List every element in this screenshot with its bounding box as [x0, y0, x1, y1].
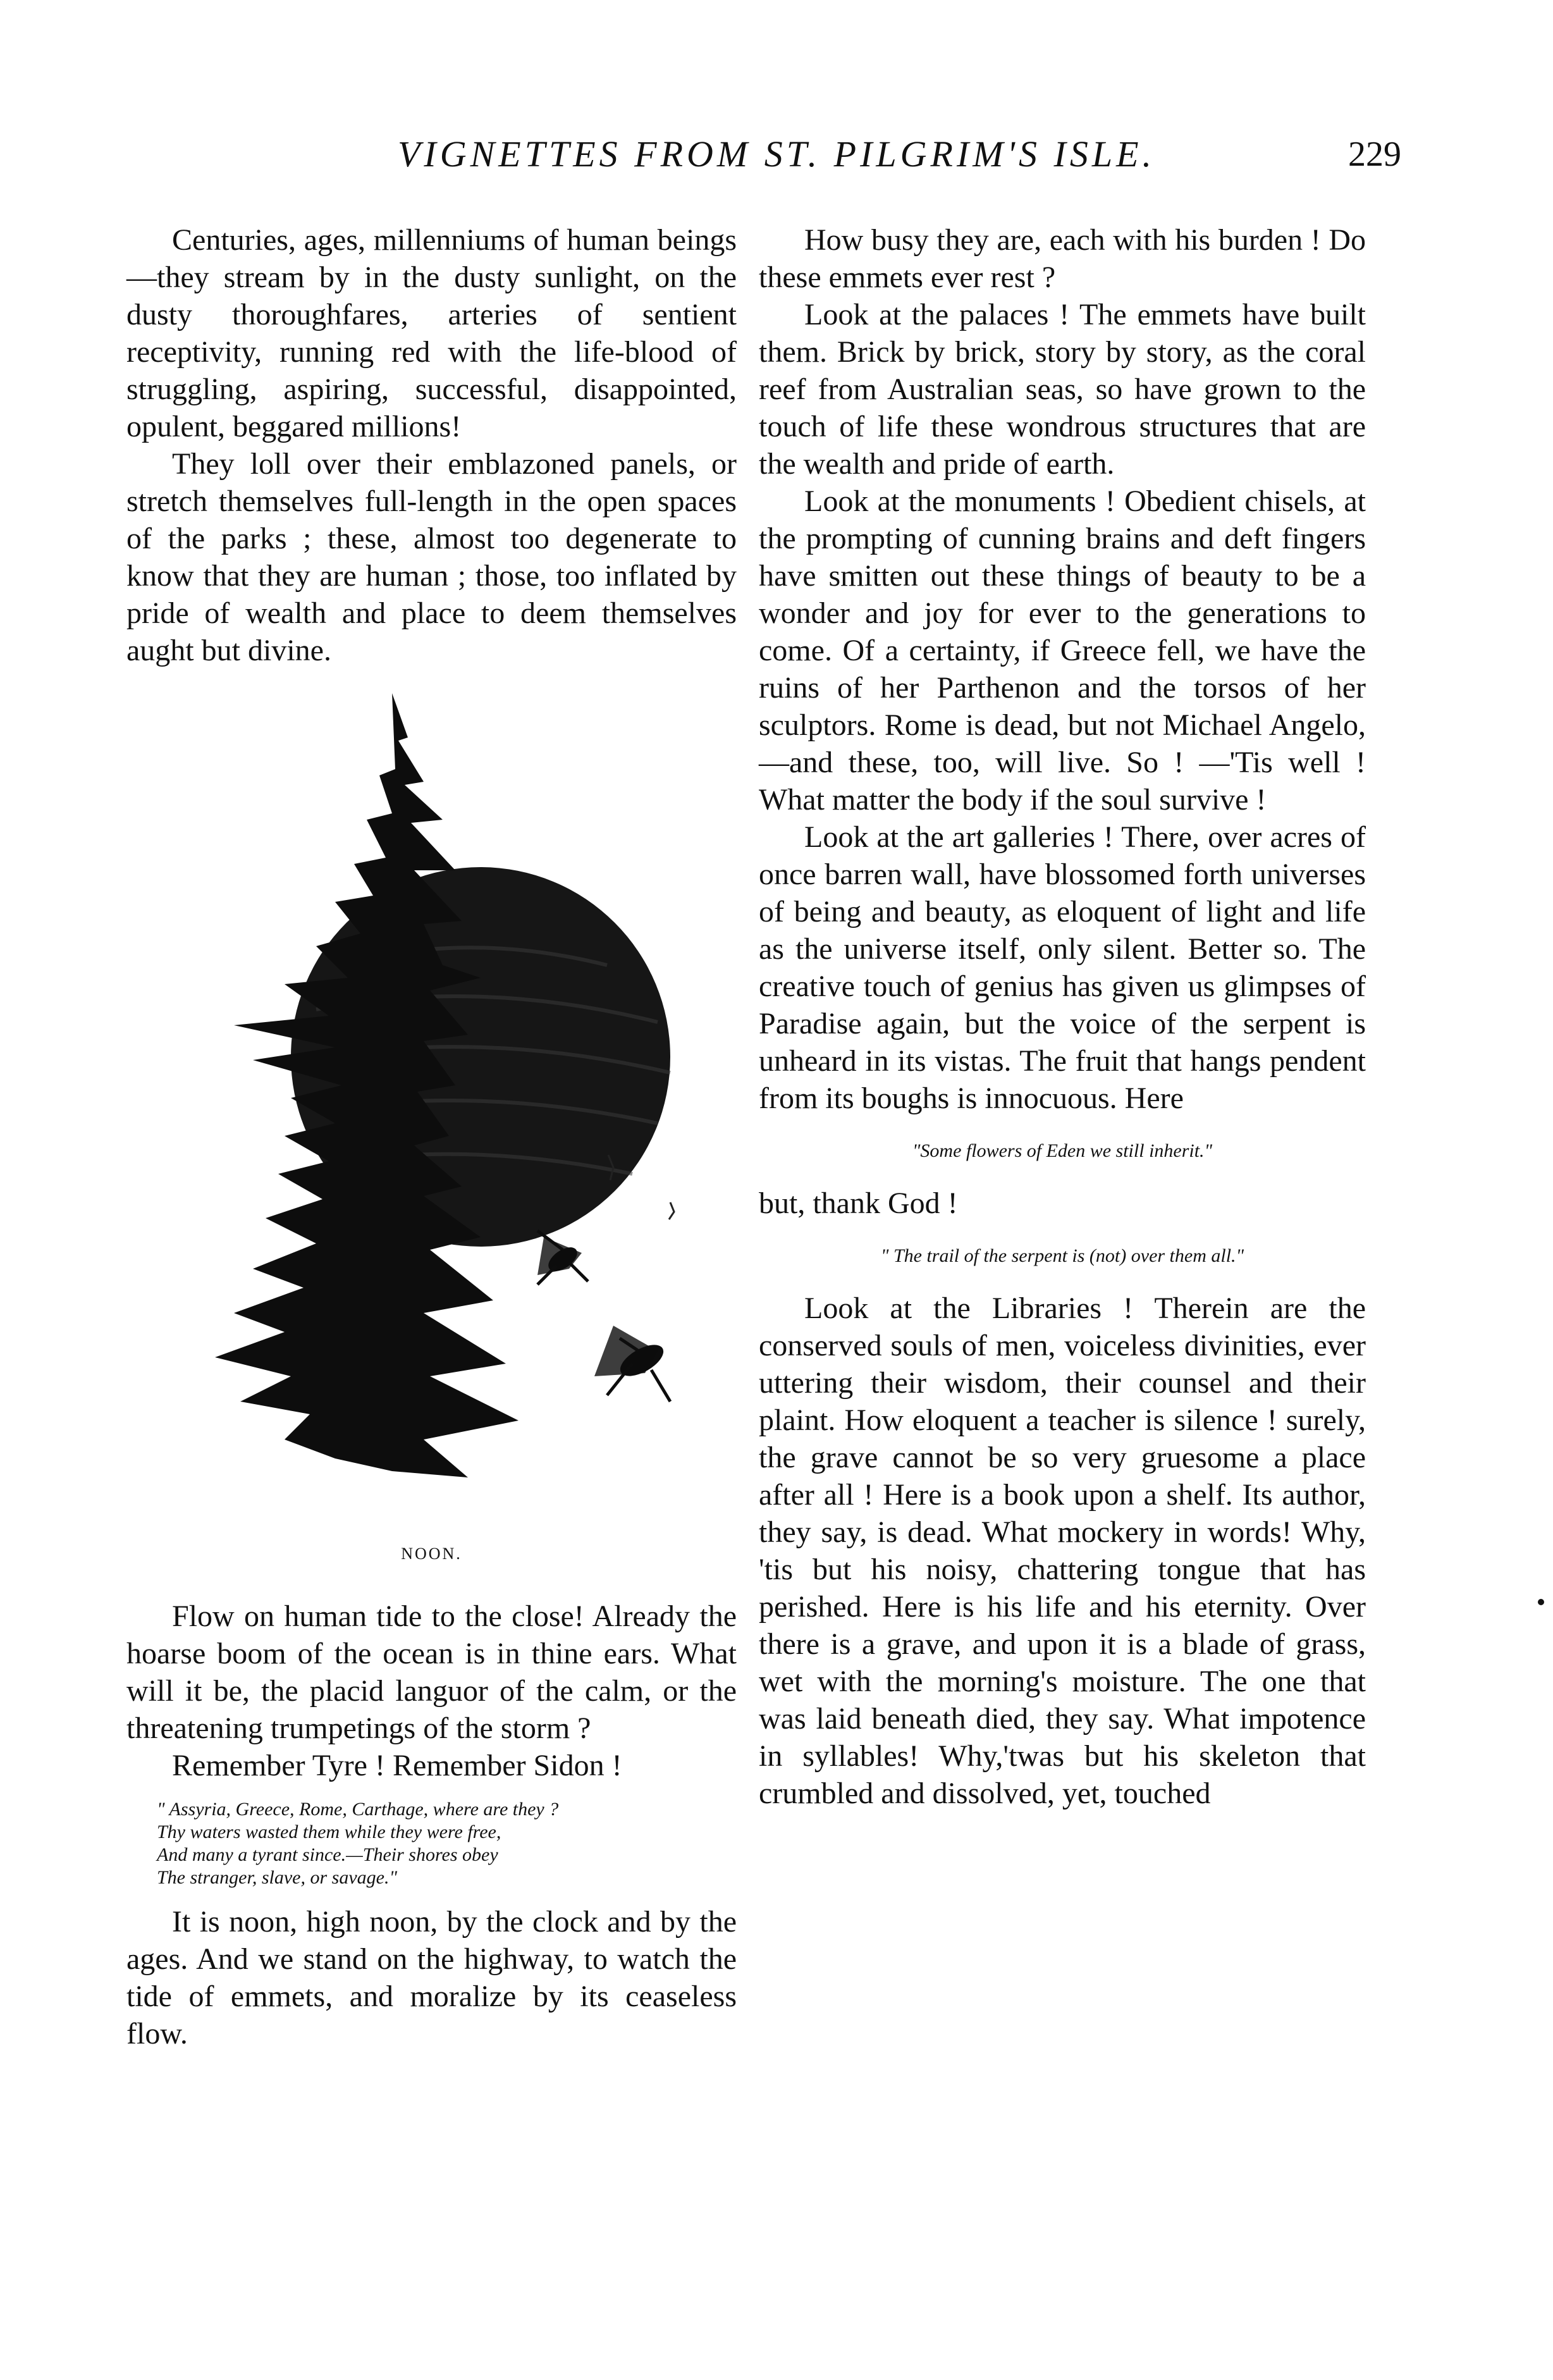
figure-caption: NOON. [401, 1545, 462, 1563]
paragraph: It is noon, high noon, by the clock and by the ages. And we stand on the highway, to watch the tide of emmets, and moralize by its ceaseless flow. [126, 1905, 737, 2050]
paragraph: Remember Tyre ! Remember Sidon ! [172, 1749, 622, 1782]
quotation: " The trail of the serpent is (not) over them all." [880, 1245, 1244, 1266]
paragraph: Look at the monuments ! Obedient chisels, at the prompting of cunning brains and deft fingers have smitten out these things of beauty to be a wonder and joy for ever to the generations to come. Of a certainty, if Greece fell, we have the ruins of her Parthenon and the torsos of her sculptors. Rome is dead, but not Michael Angelo,—and these, too, will live. So ! —'Tis well ! What matter the body if the soul survive ! [759, 484, 1366, 817]
paragraph: Look at the Libraries ! Therein are the conserved souls of men, voiceless divinities, ever uttering their wisdom, their counsel and their plaint. How eloquent a teacher is silence ! surely, the grave cannot be so very gruesome a place after all ! Here is a book upon a shelf. Its author, they say, is dead. What mockery in words! Why, 'tis but his noisy, chattering tongue that has perished. Here is his life and his eternity. Over there is a grave, and upon it is a blade of grass, wet with the morning's moisture. The one that was laid beneath died, they say. What impotence in syllables! Why,'twas but his skeleton that crumbled and dissolved, yet, touched [759, 1292, 1366, 1810]
poem-quotation: " Assyria, Greece, Rome, Carthage, where are they ? Thy waters wasted them while they were free, And many a tyrant since.—Their shores obey The stranger, slave, or savage." [157, 1799, 559, 1888]
paragraph: How busy they are, each with his burden ! Do these emmets ever rest ? [759, 223, 1366, 294]
paragraph: They loll over their emblazoned panels, or stretch themselves full-length in the open spaces of the parks ; these, almost too degenerate to know that they are human ; those, too inflated by pride of wealth and place to deem themselves aught but divine. [126, 447, 737, 667]
paragraph: Flow on human tide to the close! Already the hoarse boom of the ocean is in thine ears. What will it be, the placid languor of the calm, or the threatening trumpetings of the storm ? [126, 1600, 737, 1745]
right-column [759, 221, 1366, 1812]
paragraph: Centuries, ages, millenniums of human beings—they stream by in the dusty sunlight, on the dusty thoroughfares, arteries of sentient receptivity, running red with the life-blood of struggling, aspiring, successful, disappointed, opulent, beggared millions! [126, 223, 737, 443]
paragraph: Look at the art galleries ! There, over acres of once barren wall, have blossomed forth universes of being and beauty, as eloquent of light and life as the universe itself, only silent. Better so. The creative touch of genius has given us glimpses of Paradise again, but the voice of the serpent is unheard in its vistas. The fruit that hangs pendent from its boughs is innocuous. Here [759, 820, 1366, 1115]
margin-mark [1538, 1599, 1544, 1605]
paragraph: Look at the palaces ! The emmets have built them. Brick by brick, story by story, as the coral reef from Australian seas, so have grown to the touch of life these wondrous structures that are the wealth and pride of earth. [759, 298, 1366, 481]
paragraph: but, thank God ! [759, 1187, 958, 1220]
left-column [126, 221, 737, 2052]
running-title: VIGNETTES FROM ST. PILGRIM'S ISLE. [397, 133, 1156, 175]
quotation: "Some flowers of Eden we still inherit." [912, 1140, 1213, 1161]
tree-moon-wasps-image [126, 681, 737, 1572]
page-number: 229 [1348, 135, 1401, 174]
noon-illustration [126, 681, 737, 1572]
